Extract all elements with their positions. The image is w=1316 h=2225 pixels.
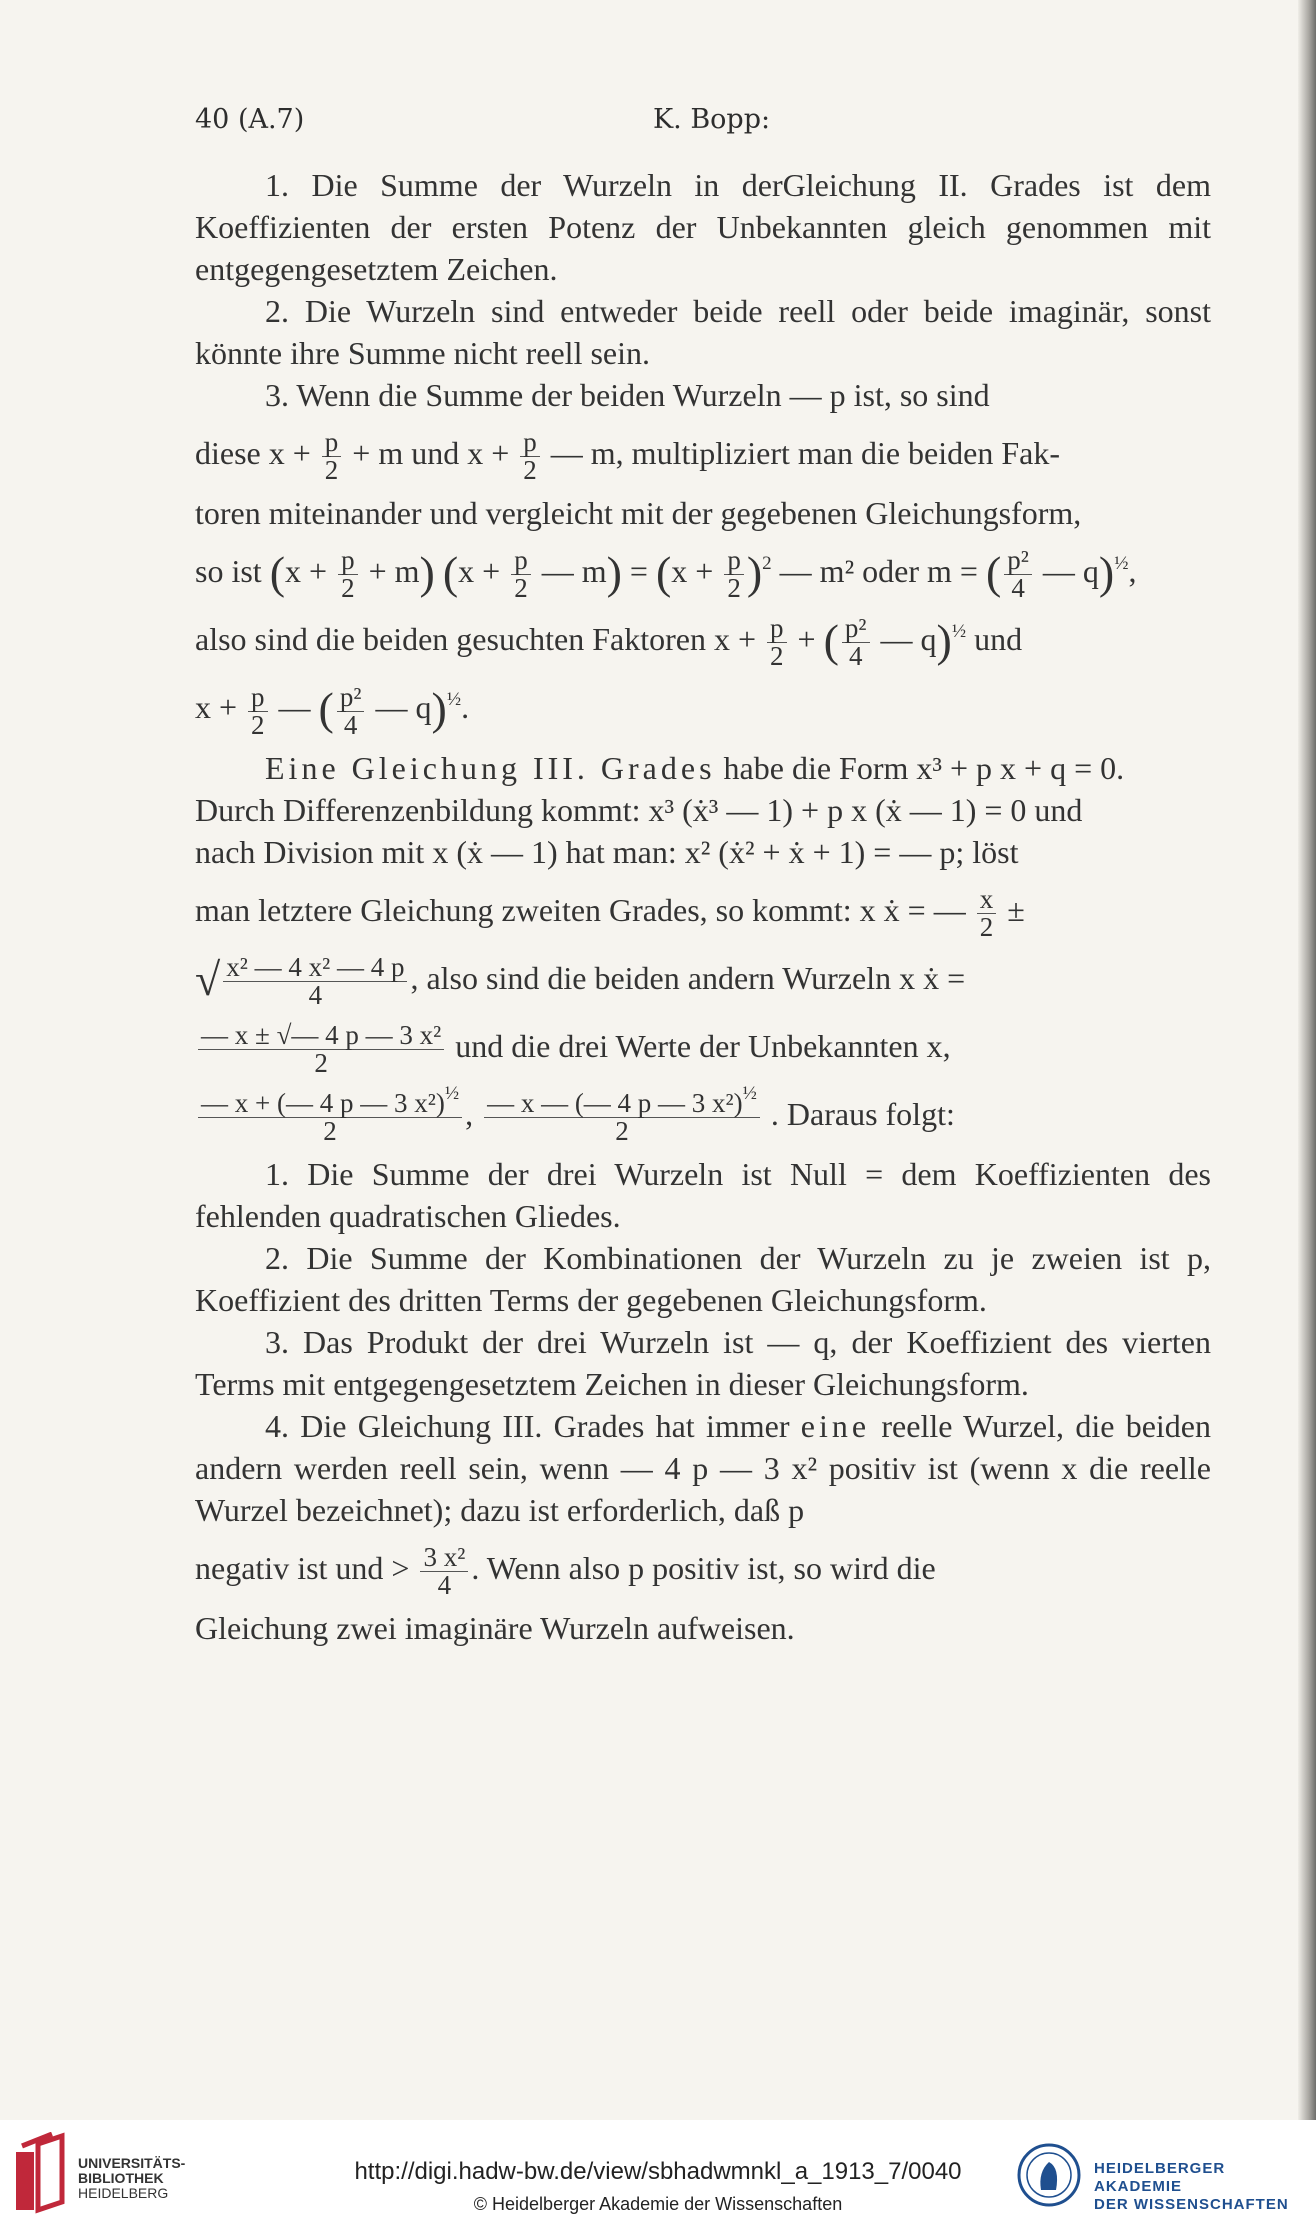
paragraph-2: 2. Die Wurzeln sind entweder beide reell oder beide imaginär, sonst könnte ihre Summe nicht reell sein. <box>195 293 1211 371</box>
paragraph-3: 3. Wenn die Summe der beiden Wurzeln — p ist, so sind <box>265 377 990 413</box>
formula-line-values: $\frac{— x + (— 4 p — 3 x^2)^{\frac{1}{2}}}{2}$ , $\frac{— x — (— 4 p — 3 x^2)^{\frac{1}{2}}}{2}$ . Daraus folgt: <box>195 1085 1211 1145</box>
formula-line-und: $\frac{\text{— x ± √— 4 p — 3 x²}}{2}$ und die drei Werte der Unbekannten x, <box>195 1017 1211 1077</box>
formula-line-so-ist: so ist (x + $\frac{p}{2}$ + m) (x + $\frac{p}{2}$ — m) = (x + $\frac{p}{2}$ )$^2$ — m² oder m = ( $\frac{\text{p²}}{4}$ — q)$^{\frac{1}{2}}$, <box>195 545 1137 604</box>
result-4: 4. Die Gleichung III. Grades hat immer eine reelle Wurzel, die beiden andern werden reell sein, wenn — 4 p — 3 x² positiv ist (wenn x die reelle Wurzel bezeichnet); dazu ist erforderlich, daß p <box>195 1408 1212 1529</box>
formula-line-root: √ $\frac{\text{x² — 4 x² — 4 p}}{4}$ , also sind die beiden andern Wurzeln x ẋ = <box>195 951 966 1010</box>
document-url-link[interactable]: http://digi.hadw-bw.de/view/sbhadwmnkl_a_1913_7/0040 <box>354 2158 962 2185</box>
page-body <box>195 164 1211 1649</box>
text-line-final: Gleichung zwei imaginäre Wurzeln aufweisen. <box>195 1610 795 1647</box>
fraction-p-over-2: $\frac{p}{2}$ <box>322 429 342 484</box>
text-line-toren: toren miteinander und vergleicht mit der gegebenen Gleichungsform, <box>195 495 1082 532</box>
paragraph-1: 1. Die Summe der Wurzeln in derGleichung II. Grades ist dem Koeffizienten der ersten Potenz der Unbekannten gleich genommen mit entgegengesetztem Zeichen. <box>195 167 1211 287</box>
result-1: 1. Die Summe der drei Wurzeln ist Null = dem Koeffizienten des fehlenden quadratischen Gliedes. <box>195 1156 1211 1235</box>
formula-line-man: man letztere Gleichung zweiten Grades, so kommt: x ẋ = — $\frac{x}{2}$ ± <box>195 883 1025 942</box>
academy-seal-icon <box>1016 2142 1082 2208</box>
running-header <box>195 104 1065 144</box>
paragraph-eine-gleichung: Eine Gleichung III. Grades habe die Form x³ + p x + q = 0. <box>265 749 1125 786</box>
formula-line-also: also sind die beiden gesuchten Faktoren x + $\frac{p}{2}$ + ( $\frac{\text{p²}}{4}$ — q)$^{\frac{1}{2}}$ und <box>195 613 1023 672</box>
text-line-durch: Durch Differenzenbildung kommt: x³ (ẋ³ — 1) + p x (ẋ — 1) = 0 und <box>195 791 1083 828</box>
formula-line-negativ: negativ ist und > $\frac{\text{3 x²}}{4}$ . Wenn also p positiv ist, so wird die <box>195 1542 936 1601</box>
copyright-notice: © Heidelberger Akademie der Wissenschaften <box>473 2194 843 2214</box>
footer-bar <box>0 2120 1316 2225</box>
fraction-p-over-2: $\frac{p}{2}$ <box>520 429 540 484</box>
formula-line-x: x + $\frac{p}{2}$ — ( $\frac{\text{p²}}{4}$ — q)$^{\frac{1}{2}}$. <box>195 681 470 740</box>
university-library-name: UNIVERSITÄTS- BIBLIOTHEK HEIDELBERG <box>78 2155 186 2201</box>
page-edge-shadow <box>1298 0 1316 2120</box>
result-3: 3. Das Produkt der drei Wurzeln ist — q, der Koeffizient des vierten Terms mit entgegengesetztem Zeichen in dieser Gleichungsform. <box>195 1324 1211 1403</box>
result-2: 2. Die Summe der Kombinationen der Wurzeln zu je zweien ist p, Koeffizient des dritten Terms der gegebenen Gleichungsform. <box>195 1240 1211 1319</box>
author-header: K. Bopp: <box>653 104 771 135</box>
formula-line-diese: diese x + $\frac{p}{2}$ + m und x + $\frac{p}{2}$ — m, multipliziert man die beiden Fak- <box>195 427 1060 486</box>
page-reference: 40 (A.7) <box>195 104 305 135</box>
text-line-nach: nach Division mit x (ẋ — 1) hat man: x² (ẋ² + ẋ + 1) = — p; löst <box>195 833 1019 870</box>
academy-name: HEIDELBERGER AKADEMIE DER WISSENSCHAFTEN <box>1094 2160 1289 2213</box>
